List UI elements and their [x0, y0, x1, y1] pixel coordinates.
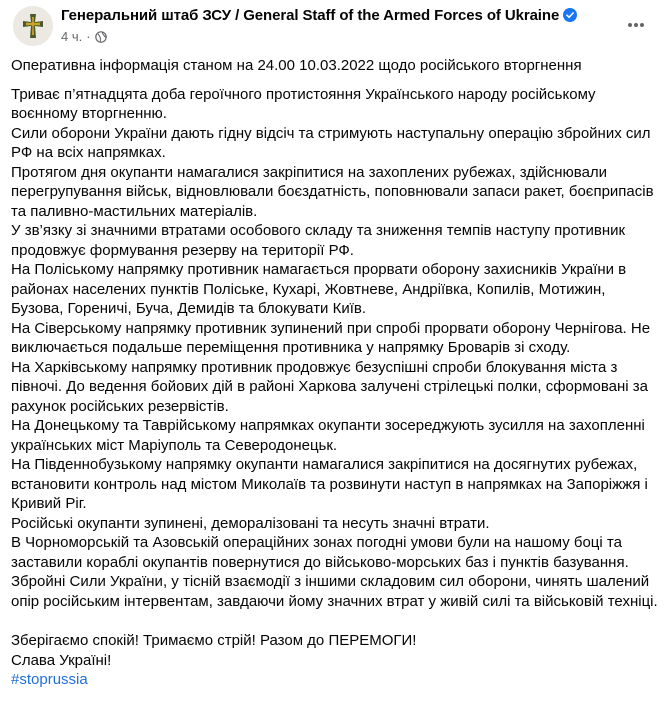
- meta-separator: ·: [86, 29, 91, 44]
- more-options-icon: [628, 23, 632, 27]
- post-body: [11, 56, 659, 690]
- post-paragraph: На Сіверському напрямку противник зупинений при спробі прорвати оборону Чернігова. Не виключається подальше переміщення противника у напрямку Броварів зі сходу.: [11, 319, 651, 356]
- post-paragraph: Збройні Сили України, у тісній взаємодії з іншими складовим сил оборони, чинять шалений опір російським інтервентам, завдаючи йому значних втрат у живій силі та військовій техніці.: [11, 573, 658, 610]
- post-paragraph: На Південнобузькому напрямку окупанти намагалися закріпитися на досягнутих рубежах, встановити контроль над містом Миколаїв та розвинути наступ в напрямках на Запоріжжя і Кривий Ріг.: [11, 456, 648, 512]
- post-paragraph: На Поліському напрямку противник намагається прорвати оборону захисників України в районах населених пунктів Поліське, Кухарі, Жовтневе, Андріївка, Копилів, Мотижин, Бузова, Гореничі, Буча, Демидів та блокувати Київ.: [11, 261, 627, 317]
- post-paragraph: Сили оборони України дають гідну відсіч та стримують наступальну операцію збройних сил РФ на всіх напрямках.: [11, 124, 651, 161]
- post-timestamp[interactable]: 4 ч.: [61, 29, 83, 44]
- post-header: [0, 0, 664, 52]
- verified-badge-icon: [563, 8, 577, 22]
- armed-forces-emblem-icon: [13, 6, 53, 46]
- closing-line: Слава Україні!: [11, 651, 112, 669]
- post-paragraph: На Харківському напрямку противник продовжує безуспішні спроби блокування міста з півночі. До ведення бойових дій в районі Харкова залучені стрілецькі полки, сформовані за рахунок російських резервістів.: [11, 358, 649, 415]
- post-meta: [61, 29, 107, 44]
- post-paragraph: Російські окупанти зупинені, деморалізовані та несуть значні втрати.: [11, 514, 490, 532]
- paragraph-gap: [11, 611, 659, 631]
- post-paragraph: На Донецькому та Таврійському напрямках окупанти зосереджують зусилля на захопленні українських міст Маріуполь та Северодонецьк.: [11, 417, 645, 454]
- page-avatar[interactable]: [13, 6, 53, 46]
- post-paragraph: Протягом дня окупанти намагалися закріпитися на захоплених рубежах, здійснювали перегрупування військ, відновлювали боєздатність, поповнювали запаси ракет, боєприпасів та паливно-мастильних матеріалів.: [11, 163, 654, 220]
- post-title: Оперативна інформація станом на 24.00 10.03.2022 щодо російського вторгнення: [11, 57, 582, 74]
- more-options-icon-dot: [634, 23, 638, 27]
- page-name-link[interactable]: [61, 7, 577, 24]
- globe-icon[interactable]: [95, 31, 107, 43]
- more-options-icon-dot: [640, 23, 644, 27]
- post-paragraph: В Чорноморській та Азовській операційних зонах погодні умови були на нашому боці та заставили кораблі окупантів повернутися до військово-морських баз і пунктів базування.: [11, 534, 629, 571]
- post-paragraph: Триває п’ятнадцята доба героїчного протистояння Українського народу російському воєнному вторгненню.: [11, 85, 596, 122]
- closing-line: Зберігаємо спокій! Тримаємо стрій! Разом до ПЕРЕМОГИ!: [11, 632, 417, 649]
- page-name[interactable]: Генеральний штаб ЗСУ / General Staff of the Armed Forces of Ukraine: [61, 7, 560, 24]
- more-options-button[interactable]: [620, 8, 652, 40]
- hashtag-link[interactable]: #stoprussia: [11, 671, 88, 688]
- post-paragraph: У зв’язку зі значними втратами особового складу та зниження темпів наступу противник продовжує формування резерву на території РФ.: [11, 222, 626, 259]
